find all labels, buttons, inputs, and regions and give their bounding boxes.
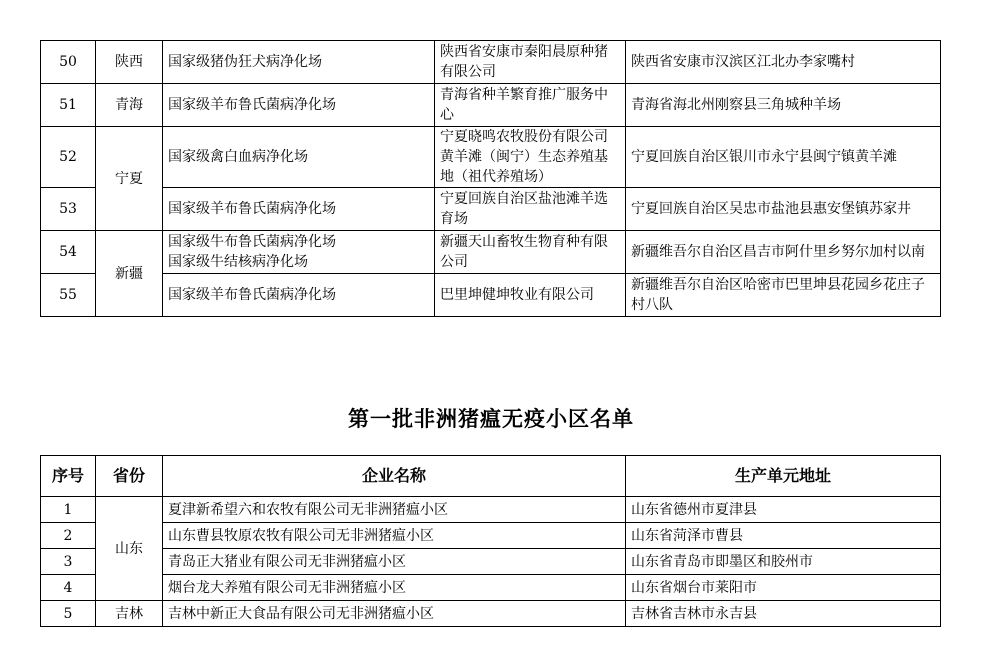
address-cell: 新疆维吾尔自治区哈密市巴里坤县花园乡花庄子村八队: [626, 274, 941, 317]
row-number: 52: [41, 127, 96, 188]
farm-name-cell: 国家级羊布鲁氏菌病净化场: [163, 274, 435, 317]
section-title: 第一批非洲猪瘟无疫小区名单: [348, 407, 634, 431]
address-cell: 陕西省安康市汉滨区江北办李家嘴村: [626, 41, 941, 84]
address-cell: 山东省德州市夏津县: [626, 497, 941, 523]
province-cell: 山东: [96, 497, 163, 601]
row-number: 50: [41, 41, 96, 84]
table-row: [41, 601, 941, 627]
row-number: 4: [41, 575, 96, 601]
row-number: 53: [41, 188, 96, 231]
farm-name-cell: 国家级猪伪狂犬病净化场: [163, 41, 435, 84]
company-cell: 新疆天山畜牧生物育种有限公司: [435, 231, 626, 274]
company-cell: 陕西省安康市秦阳晨原种猪有限公司: [435, 41, 626, 84]
address-cell: 宁夏回族自治区吴忠市盐池县惠安堡镇苏家井: [626, 188, 941, 231]
table-row: [41, 84, 941, 127]
row-number: 2: [41, 523, 96, 549]
row-number: 5: [41, 601, 96, 627]
header-province: 省份: [96, 456, 163, 497]
table-row: [41, 41, 941, 84]
row-number: 55: [41, 274, 96, 317]
table-row: [41, 549, 941, 575]
header-company: 企业名称: [163, 456, 626, 497]
address-cell: 宁夏回族自治区银川市永宁县闽宁镇黄羊滩: [626, 127, 941, 188]
company-cell: 山东曹县牧原农牧有限公司无非洲猪瘟小区: [163, 523, 626, 549]
farm-name-cell: 国家级羊布鲁氏菌病净化场: [163, 84, 435, 127]
company-cell: 烟台龙大养殖有限公司无非洲猪瘟小区: [163, 575, 626, 601]
address-cell: 山东省菏泽市曹县: [626, 523, 941, 549]
company-cell: 巴里坤健坤牧业有限公司: [435, 274, 626, 317]
address-cell: 青海省海北州刚察县三角城种羊场: [626, 84, 941, 127]
table-row: [41, 188, 941, 231]
address-cell: 山东省青岛市即墨区和胶州市: [626, 549, 941, 575]
header-number: 序号: [41, 456, 96, 497]
header-row: [41, 456, 941, 497]
company-cell: 青海省种羊繁育推广服务中心: [435, 84, 626, 127]
row-number: 1: [41, 497, 96, 523]
company-cell: 夏津新希望六和农牧有限公司无非洲猪瘟小区: [163, 497, 626, 523]
company-cell: 宁夏晓鸣农牧股份有限公司黄羊滩（闽宁）生态养殖基地（祖代养殖场）: [435, 127, 626, 188]
address-cell: 山东省烟台市莱阳市: [626, 575, 941, 601]
company-cell: 青岛正大猪业有限公司无非洲猪瘟小区: [163, 549, 626, 575]
province-cell: 宁夏: [96, 127, 163, 231]
province-cell: 陕西: [96, 41, 163, 84]
purification-farms-table: [40, 40, 941, 317]
table-row: [41, 127, 941, 188]
address-cell: 新疆维吾尔自治区昌吉市阿什里乡努尔加村以南: [626, 231, 941, 274]
address-cell: 吉林省吉林市永吉县: [626, 601, 941, 627]
asf-free-zones-table: [40, 455, 941, 627]
company-cell: 吉林中新正大食品有限公司无非洲猪瘟小区: [163, 601, 626, 627]
table-row: [41, 523, 941, 549]
row-number: 3: [41, 549, 96, 575]
row-number: 51: [41, 84, 96, 127]
farm-name-cell: 国家级羊布鲁氏菌病净化场: [163, 188, 435, 231]
table-row: [41, 575, 941, 601]
farm-name-cell: 国家级牛布鲁氏菌病净化场 国家级牛结核病净化场: [163, 231, 435, 274]
farm-name-cell: 国家级禽白血病净化场: [163, 127, 435, 188]
table-row: [41, 231, 941, 274]
table-row: [41, 274, 941, 317]
province-cell: 吉林: [96, 601, 163, 627]
province-cell: 新疆: [96, 231, 163, 317]
table-row: [41, 497, 941, 523]
row-number: 54: [41, 231, 96, 274]
province-cell: 青海: [96, 84, 163, 127]
header-address: 生产单元地址: [626, 456, 941, 497]
company-cell: 宁夏回族自治区盐池滩羊选育场: [435, 188, 626, 231]
